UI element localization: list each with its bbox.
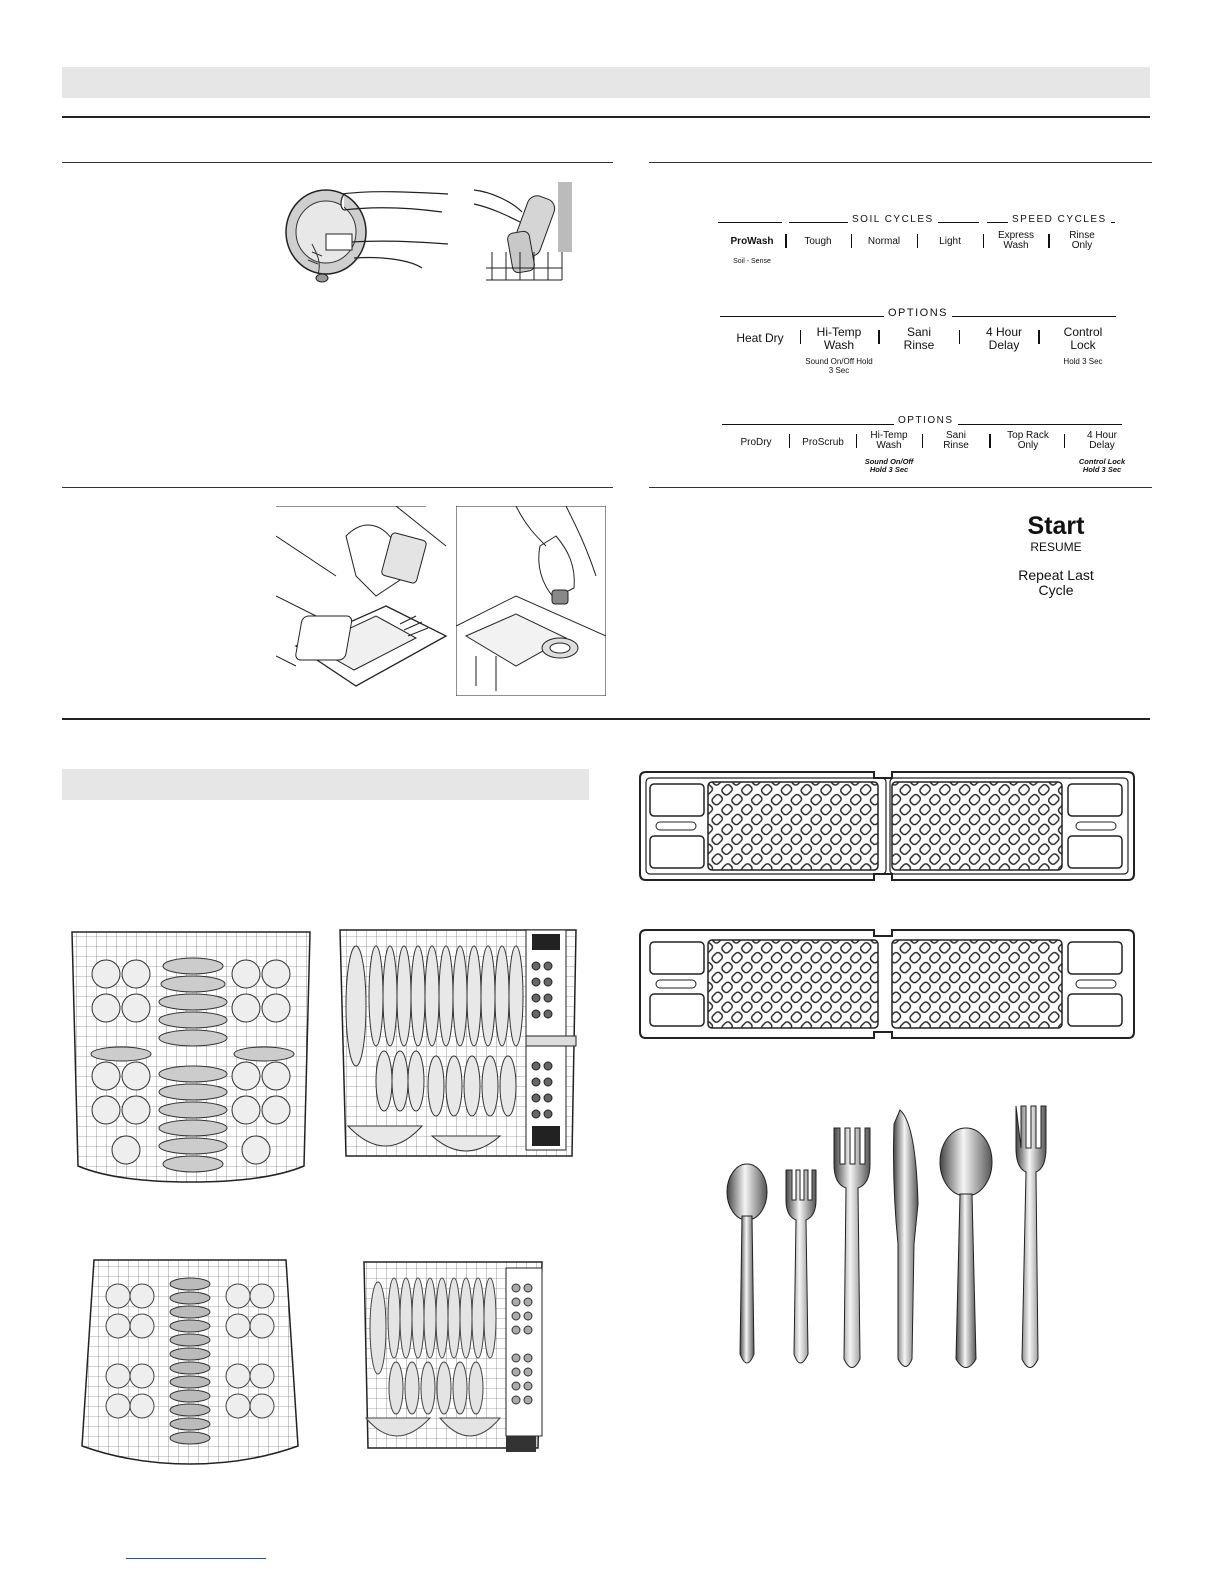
left-section-rule-1 — [62, 162, 613, 163]
start-button[interactable]: Start — [1027, 512, 1085, 540]
separator — [1064, 434, 1065, 448]
prowash-button[interactable]: ProWash — [730, 236, 774, 247]
right-section-rule-2 — [649, 487, 1152, 488]
separator — [800, 330, 801, 344]
control-lock-hint-2: Control Lock Hold 3 Sec — [1078, 457, 1126, 474]
proscrub-button[interactable]: ProScrub — [802, 437, 844, 448]
heat-dry-button[interactable]: Heat Dry — [736, 331, 784, 345]
top-rack-only-button[interactable]: Top Rack Only — [1007, 430, 1049, 451]
right-section-rule-1 — [649, 162, 1152, 163]
middle-rule — [62, 718, 1150, 720]
upper-rack-illustration-1 — [66, 926, 316, 1186]
separator — [983, 234, 984, 248]
sani-rinse-button[interactable]: Sani Rinse — [903, 325, 935, 352]
lower-rack-illustration-2 — [356, 1258, 550, 1458]
top-rule — [62, 116, 1150, 118]
rinse-only-button[interactable]: Rinse Only — [1069, 230, 1095, 251]
silverware-basket-cover-top — [638, 770, 1136, 882]
separator — [1038, 330, 1040, 344]
sound-onoff-hint: Sound On/Off Hold 3 Sec — [805, 357, 873, 375]
soil-cycles-header: SOIL CYCLES — [848, 214, 938, 225]
speed-cycles-header: SPEED CYCLES — [1008, 214, 1111, 225]
separator — [785, 234, 787, 248]
lower-rack-illustration-1 — [336, 926, 586, 1171]
express-wash-button[interactable]: Express Wash — [997, 230, 1035, 251]
options-header-1: OPTIONS — [884, 307, 952, 319]
options-header-2: OPTIONS — [894, 415, 958, 426]
hi-temp-wash-button[interactable]: Hi-Temp Wash — [816, 325, 862, 352]
separator — [959, 330, 960, 344]
separator — [1048, 234, 1050, 248]
repeat-last-cycle-button[interactable]: Repeat Last Cycle — [1018, 567, 1094, 598]
hi-temp-wash-button-2[interactable]: Hi-Temp Wash — [870, 430, 908, 451]
rinse-items-illustration — [472, 182, 572, 282]
separator — [851, 234, 852, 248]
rinse-aid-illustration — [456, 506, 606, 696]
resume-label: RESUME — [1030, 540, 1082, 554]
prodry-button[interactable]: ProDry — [740, 437, 772, 448]
top-header-band — [62, 67, 1150, 98]
separator — [878, 330, 880, 344]
prowash-sub-label: Soil - Sense — [733, 258, 771, 265]
light-button[interactable]: Light — [939, 236, 961, 247]
silverware-basket-cover-bottom — [638, 928, 1136, 1040]
control-lock-button[interactable]: Control Lock — [1063, 325, 1103, 352]
scrape-plate-illustration — [282, 182, 450, 290]
flatware-illustration — [720, 1104, 1050, 1374]
tough-button[interactable]: Tough — [804, 236, 832, 247]
separator — [856, 434, 857, 448]
separator — [789, 434, 790, 448]
separator — [917, 234, 918, 248]
sani-rinse-button-2[interactable]: Sani Rinse — [943, 430, 969, 451]
detergent-pod-illustration — [276, 506, 448, 696]
separator — [989, 434, 991, 448]
separator — [922, 434, 923, 448]
sound-onoff-hint-2: Sound On/Off Hold 3 Sec — [864, 457, 914, 474]
four-hour-delay-button-2[interactable]: 4 Hour Delay — [1086, 430, 1117, 451]
upper-rack-illustration-2 — [78, 1256, 302, 1468]
loading-header-band — [62, 769, 589, 800]
normal-button[interactable]: Normal — [867, 236, 901, 247]
bottom-link-underline — [126, 1558, 266, 1559]
four-hour-delay-button[interactable]: 4 Hour Delay — [985, 325, 1023, 352]
soil-line-left — [718, 222, 782, 223]
left-section-rule-2 — [62, 487, 613, 488]
control-lock-hint: Hold 3 Sec — [1063, 357, 1103, 366]
